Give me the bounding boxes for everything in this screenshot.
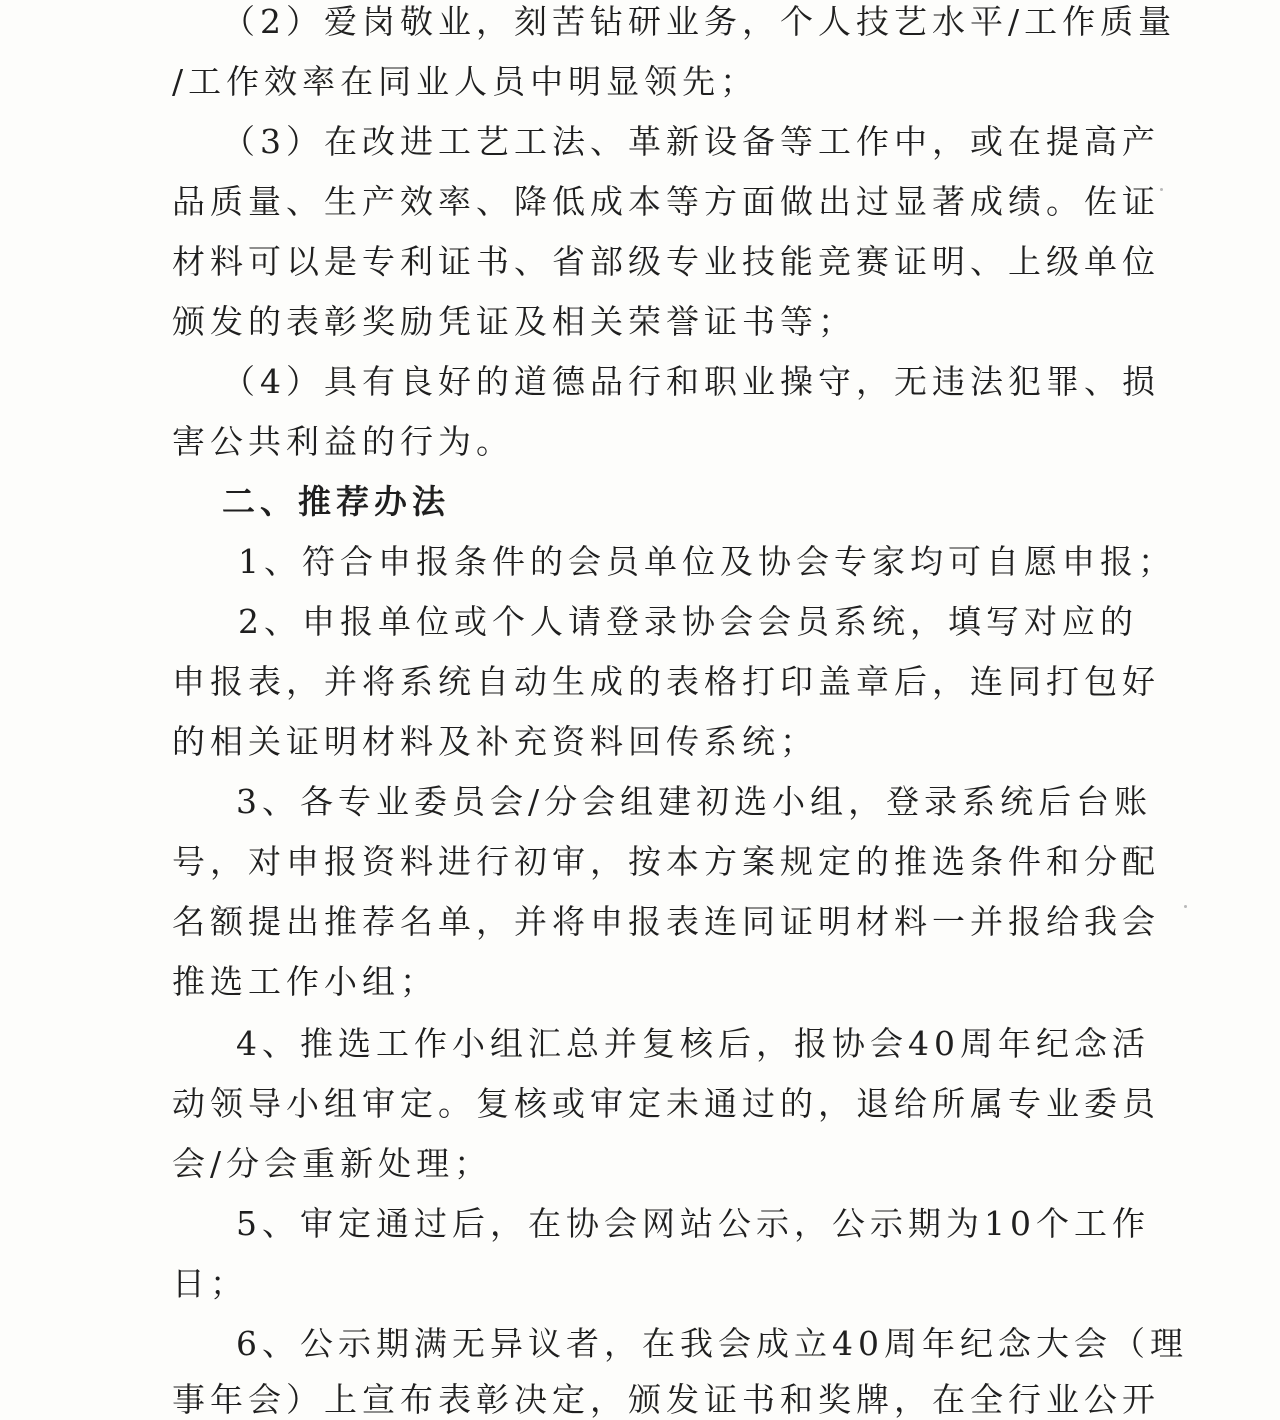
- text-line: /工作效率在同业人员中明显领先；: [172, 62, 759, 101]
- text-line: 害公共利益的行为。: [172, 422, 514, 461]
- text-line: 5、审定通过后，在协会网站公示，公示期为10个工作: [236, 1204, 1150, 1243]
- text-line: （2）爱岗敬业，刻苦钻研业务，个人技艺水平/工作质量: [222, 2, 1177, 41]
- text-line: 品质量、生产效率、降低成本等方面做出过显著成绩。佐证: [172, 182, 1160, 221]
- text-line: （4）具有良好的道德品行和职业操守，无违法犯罪、损: [222, 362, 1160, 401]
- scan-speck: [1184, 905, 1187, 908]
- text-line: 6、公示期满无异议者，在我会成立40周年纪念大会（理: [236, 1324, 1188, 1363]
- text-line: 2、申报单位或个人请登录协会会员系统，填写对应的: [238, 602, 1138, 641]
- text-line: 事年会）上宣布表彰决定，颁发证书和奖牌，在全行业公开: [172, 1380, 1160, 1419]
- text-line: 动领导小组审定。复核或审定未通过的，退给所属专业委员: [172, 1084, 1160, 1123]
- text-line: 号，对申报资料进行初审，按本方案规定的推选条件和分配: [172, 842, 1160, 881]
- text-line: 的相关证明材料及补充资料回传系统；: [172, 722, 818, 761]
- text-line: 申报表，并将系统自动生成的表格打印盖章后，连同打包好: [172, 662, 1160, 701]
- text-line: 名额提出推荐名单，并将申报表连同证明材料一并报给我会: [172, 902, 1160, 941]
- text-line: 4、推选工作小组汇总并复核后，报协会40周年纪念活: [236, 1024, 1150, 1063]
- text-line: （3）在改进工艺工法、革新设备等工作中，或在提高产: [222, 122, 1160, 161]
- scan-speck: [1160, 188, 1163, 191]
- text-line: 1、符合申报条件的会员单位及协会专家均可自愿申报；: [238, 542, 1176, 581]
- text-line: 日；: [172, 1264, 248, 1303]
- text-line: 材料可以是专利证书、省部级专业技能竞赛证明、上级单位: [172, 242, 1160, 281]
- text-line: 推选工作小组；: [172, 962, 438, 1001]
- section-heading: 二、推荐办法: [222, 482, 450, 521]
- text-line: 3、各专业委员会/分会组建初选小组，登录系统后台账: [236, 782, 1153, 821]
- text-line: 颁发的表彰奖励凭证及相关荣誉证书等；: [172, 302, 856, 341]
- text-line: 会/分会重新处理；: [172, 1144, 493, 1183]
